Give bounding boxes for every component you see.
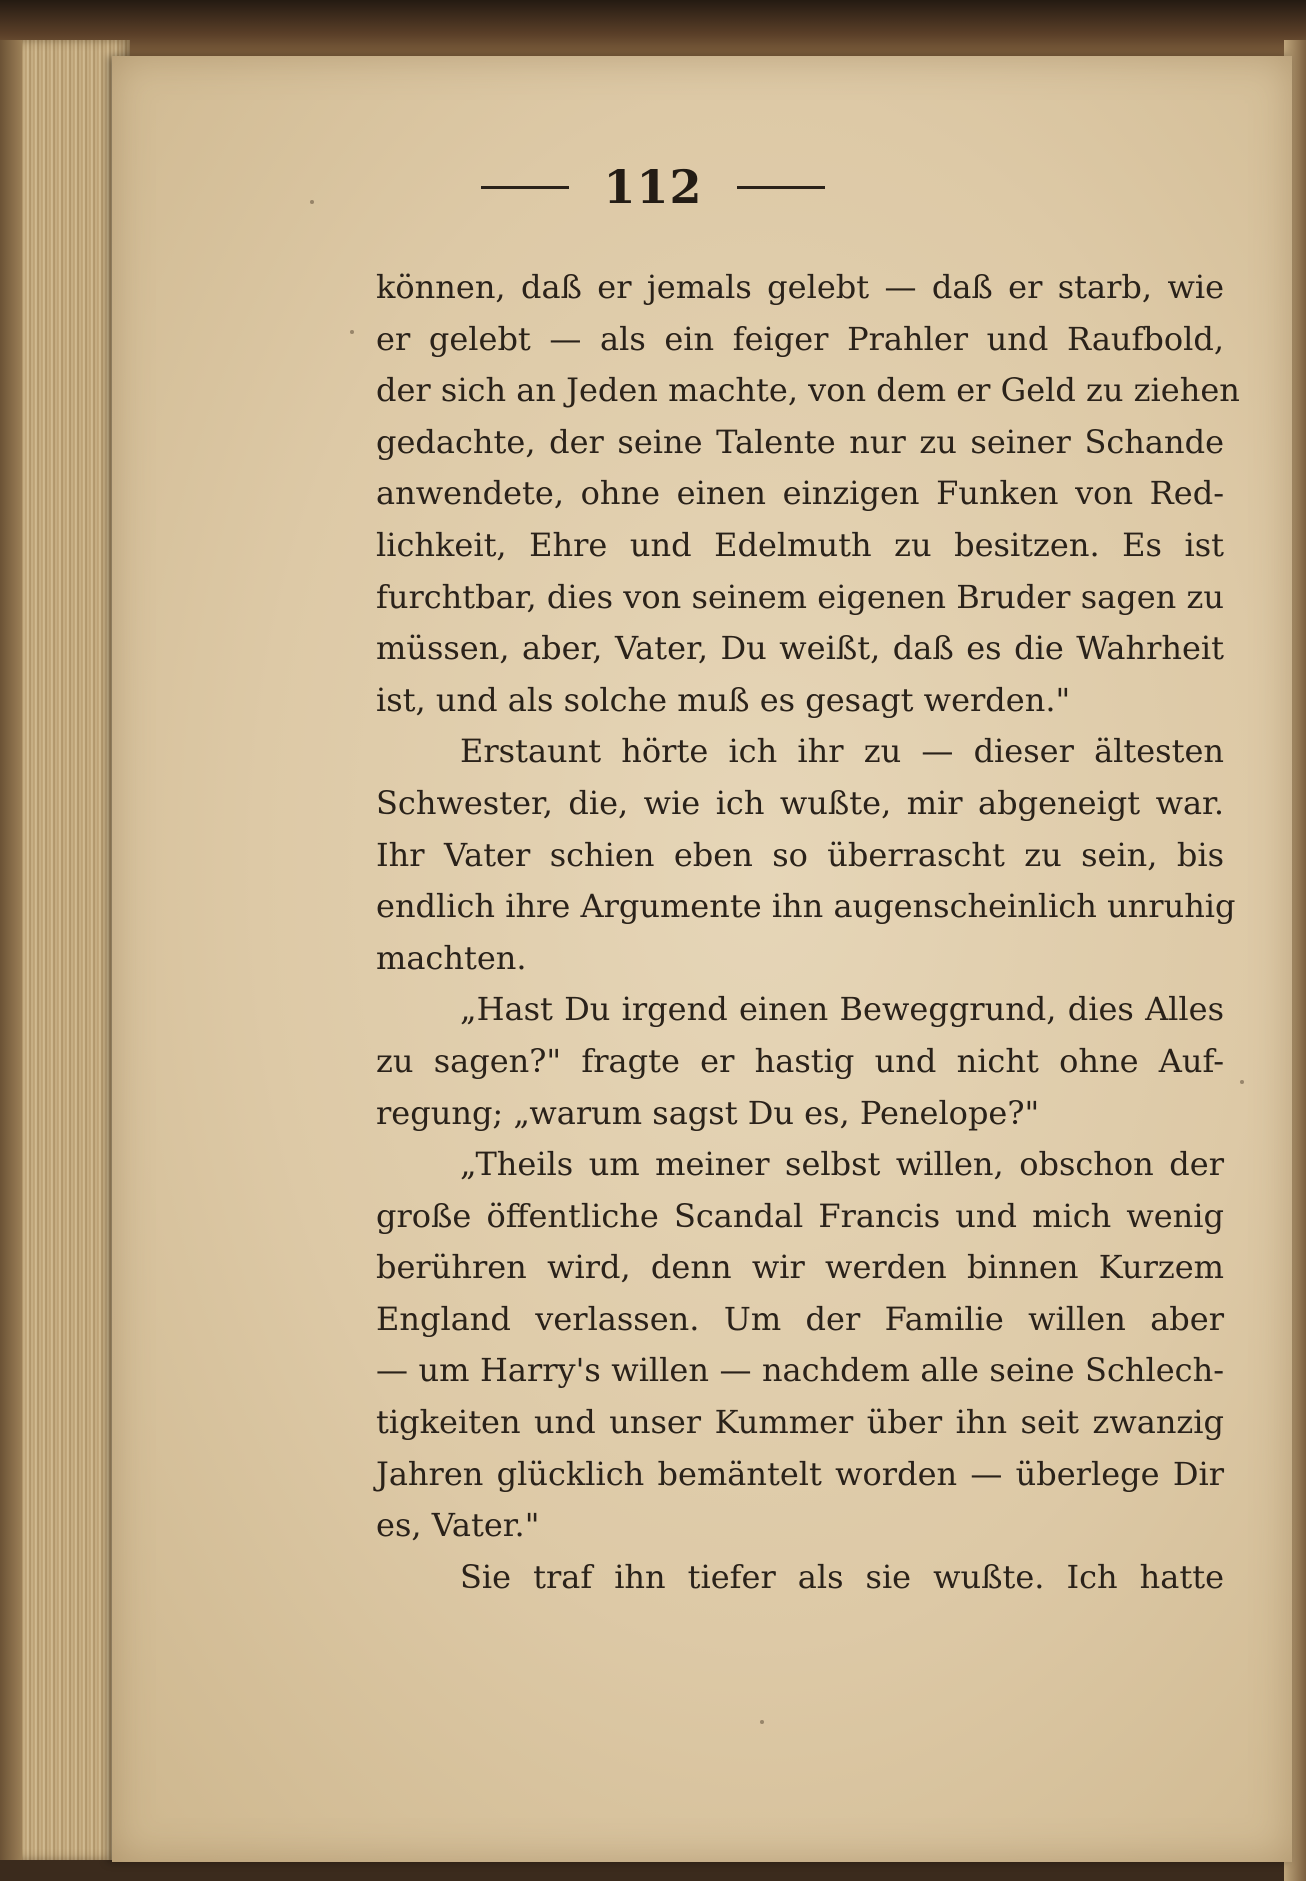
text-line: können, daß er jemals gelebt — daß er starb, wie xyxy=(376,268,1224,306)
text-line: große öffentliche Scandal Francis und mich wenig xyxy=(376,1196,1224,1235)
text-line: „Hast Du irgend einen Beweggrund, dies Alles xyxy=(460,990,1224,1029)
page-number: 112 xyxy=(603,160,703,214)
text-line: anwendete, ohne einen einzigen Funken von Red- xyxy=(376,474,1224,513)
header-rule-right xyxy=(737,186,825,189)
text-line: Schwester, die, wie ich wußte, mir abgeneigt war. xyxy=(376,783,1224,822)
page-edges xyxy=(0,40,130,1860)
book-binding-top xyxy=(0,0,1306,62)
text-line: müssen, aber, Vater, Du weißt, daß es die Wahrheit xyxy=(376,629,1224,668)
text-line: regung; „warum sagst Du es, Penelope?" xyxy=(376,1093,1040,1132)
paper-speck xyxy=(1240,1080,1244,1084)
text-line: „Theils um meiner selbst willen, obschon der xyxy=(460,1145,1224,1184)
text-line: endlich ihre Argumente ihn augenscheinlich unruhig xyxy=(376,887,1236,926)
paper-speck xyxy=(760,1720,764,1724)
text-line: England verlassen. Um der Familie willen aber xyxy=(376,1299,1224,1338)
text-line: Erstaunt hörte ich ihr zu — dieser ältesten xyxy=(460,732,1224,771)
text-line: es, Vater." xyxy=(376,1506,540,1545)
text-line: der sich an Jeden machte, von dem er Geld zu ziehen xyxy=(376,371,1240,410)
text-line: gedachte, der seine Talente nur zu seiner Schande xyxy=(376,422,1224,461)
text-line: machten. xyxy=(376,938,527,977)
text-line: er gelebt — als ein feiger Prahler und Raufbold, xyxy=(376,319,1224,358)
text-line: Jahren glücklich bemäntelt worden — überlege Dir xyxy=(376,1454,1224,1493)
text-line: — um Harry's willen — nachdem alle seine Schlech- xyxy=(376,1351,1224,1390)
text-line: tigkeiten und unser Kummer über ihn seit zwanzig xyxy=(376,1403,1224,1442)
page-header xyxy=(0,160,1306,220)
paper-speck xyxy=(310,200,314,204)
text-line: ist, und als solche muß es gesagt werden." xyxy=(376,680,1071,719)
text-line: zu sagen?" fragte er hastig und nicht ohne Auf- xyxy=(376,1041,1224,1080)
paper-speck xyxy=(350,330,354,334)
text-line: furchtbar, dies von seinem eigenen Bruder sagen zu xyxy=(376,577,1224,616)
header-rule-left xyxy=(481,186,569,189)
text-line: Sie traf ihn tiefer als sie wußte. Ich hatte xyxy=(460,1557,1224,1596)
text-line: Ihr Vater schien eben so überrascht zu sein, bis xyxy=(376,835,1224,874)
text-line: berühren wird, denn wir werden binnen Kurzem xyxy=(376,1248,1224,1287)
body-text xyxy=(376,262,1240,1603)
text-line: lichkeit, Ehre und Edelmuth zu besitzen. Es ist xyxy=(376,525,1224,564)
